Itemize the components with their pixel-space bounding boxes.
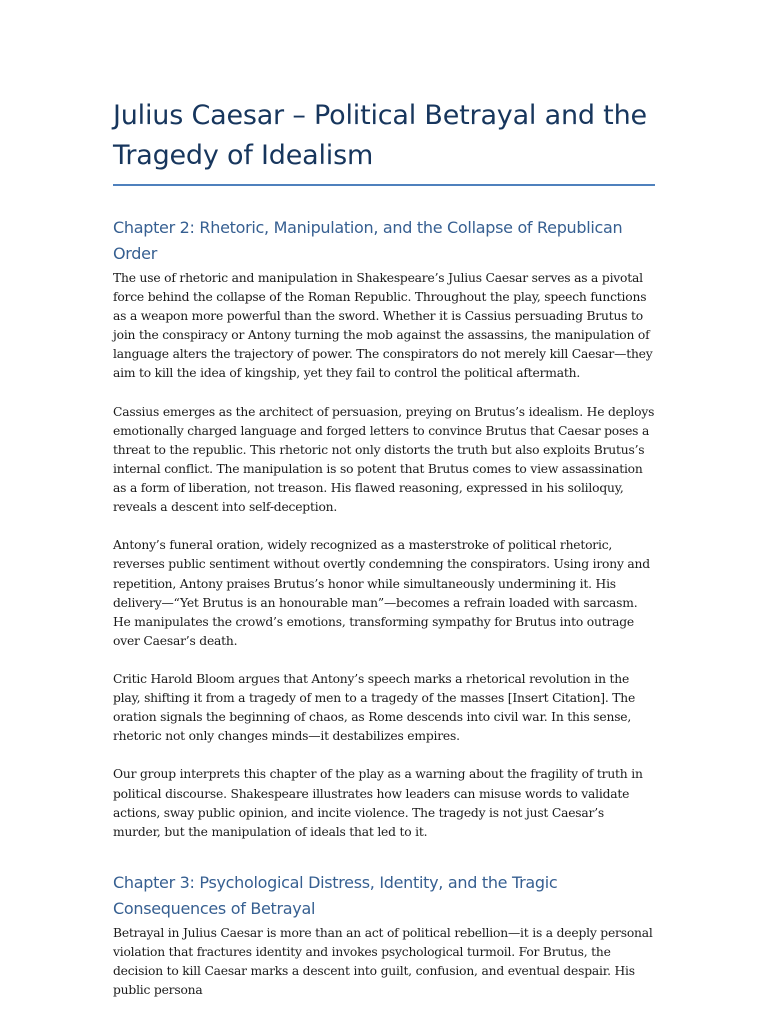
- title-divider: [113, 184, 655, 186]
- chapter-3-heading: Chapter 3: Psychological Distress, Identity, and the Tragic Consequences of Betrayal: [113, 872, 558, 918]
- chapter-2-paragraph-3: Antony’s funeral oration, widely recognized as a masterstroke of political rhetoric, reverses public sentiment without overtly condemning the conspirators. Using irony and repetition, Antony praises Brutus’s honor while simultaneously undermining it. His delivery—“Yet Brutus is an honourable man”—becomes a refrain loaded with sarcasm. He manipulates the crowd’s emotions, transforming sympathy for Brutus into outrage over Caesar’s death.: [113, 538, 650, 648]
- chapter-2-paragraph-1: The use of rhetoric and manipulation in Shakespeare’s Julius Caesar serves as a pivotal force behind the collapse of the Roman Republic. Throughout the play, speech functions as a weapon more powerful than the sword. Whether it is Cassius persuading Brutus to join the conspiracy or Antony turning the mob against the assassins, the manipulation of language alters the trajectory of power. The conspirators do not merely kill Caesar—they aim to kill the idea of kingship, yet they fail to control the political aftermath.: [113, 271, 653, 381]
- chapter-2-section: [113, 215, 655, 842]
- document-page: [113, 96, 655, 1019]
- document-title: Julius Caesar – Political Betrayal and the Tragedy of Idealism: [113, 100, 647, 171]
- chapter-2-paragraph-2: Cassius emerges as the architect of persuasion, preying on Brutus’s idealism. He deploys emotionally charged language and forged letters to convince Brutus that Caesar poses a threat to the republic. This rhetoric not only distorts the truth but also exploits Brutus’s internal conflict. The manipulation is so potent that Brutus comes to view assassination as a form of liberation, not treason. His flawed reasoning, expressed in his soliloquy, reveals a descent into self-deception.: [113, 404, 655, 515]
- chapter-3-section: [113, 870, 655, 1000]
- chapter-3-paragraph-1: Betrayal in Julius Caesar is more than an act of political rebellion—it is a deeply personal violation that fractures identity and invokes psychological turmoil. For Brutus, the decision to kill Caesar marks a descent into guilt, confusion, and eventual despair. His public persona: [113, 925, 653, 998]
- chapter-2-heading: Chapter 2: Rhetoric, Manipulation, and the Collapse of Republican Order: [113, 218, 623, 263]
- chapter-2-paragraph-4: Critic Harold Bloom argues that Antony’s speech marks a rhetorical revolution in the play, shifting it from a tragedy of men to a tragedy of the masses [Insert Citation]. The oration signals the beginning of chaos, as Rome descends into civil war. In this sense, rhetoric not only changes minds—it destabilizes empires.: [113, 671, 636, 744]
- chapter-2-paragraph-5: Our group interprets this chapter of the play as a warning about the fragility of truth in political discourse. Shakespeare illustrates how leaders can misuse words to validate actions, sway public opinion, and incite violence. The tragedy is not just Caesar’s murder, but the manipulation of ideals that led to it.: [113, 767, 643, 839]
